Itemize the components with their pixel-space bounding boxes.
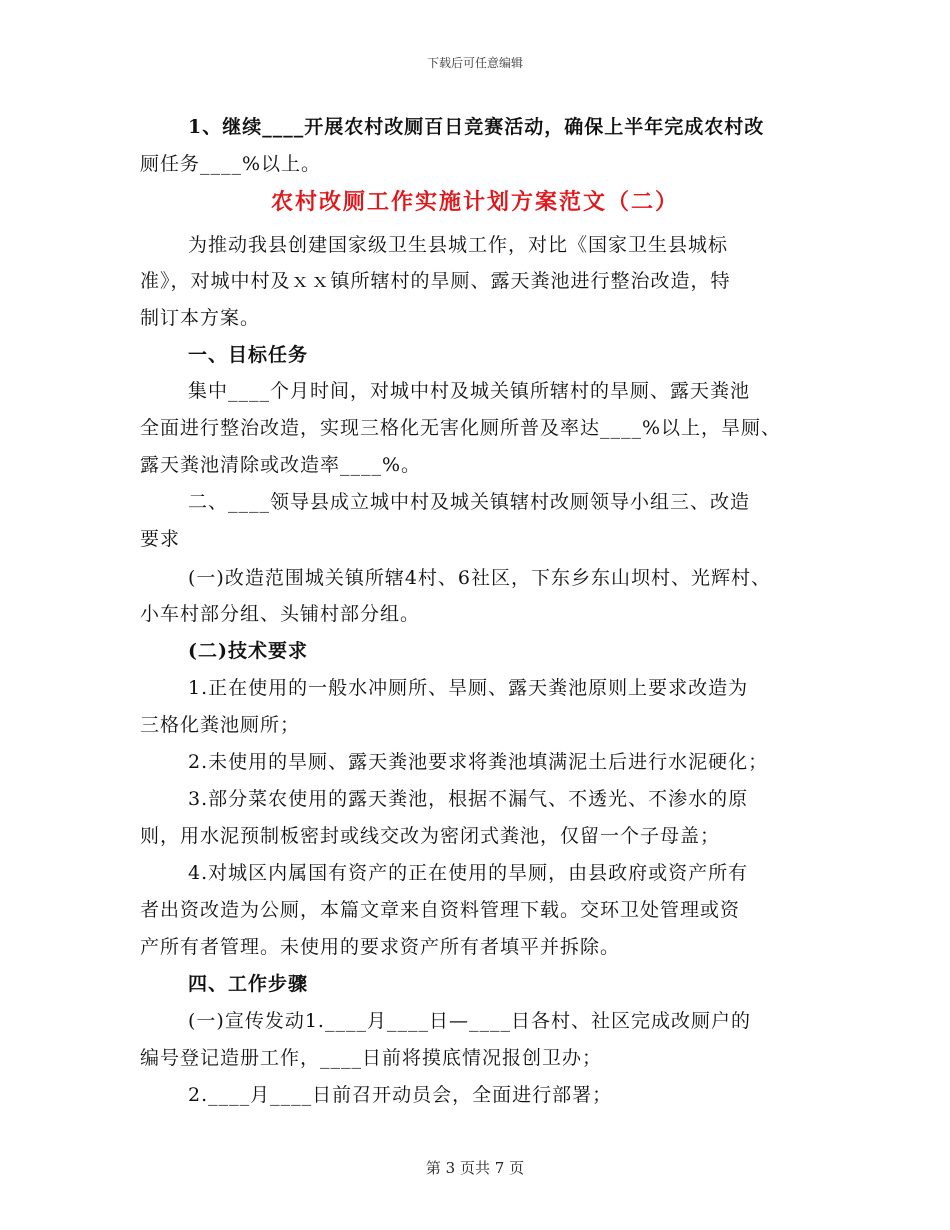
- body-line: 编号登记造册工作，____日前将摸底情况报创卫办；: [140, 1047, 603, 1069]
- body-line: 1、继续____开展农村改厕百日竞赛活动，确保上半年完成农村改: [188, 116, 765, 138]
- body-line: 2.未使用的旱厕、露天粪池要求将粪池填满泥土后进行水泥硬化；: [188, 751, 769, 773]
- body-line: 为推动我县创建国家级卫生县城工作，对比《国家卫生县城标: [188, 234, 729, 256]
- body-line: 厕任务____%以上。: [140, 153, 322, 175]
- body-line: 小车村部分组、头铺村部分组。: [140, 603, 421, 625]
- section-heading: (二)技术要求: [188, 640, 308, 662]
- body-line: 露天粪池清除或改造率____%。: [140, 454, 422, 476]
- section-heading: 四、工作步骤: [188, 973, 309, 995]
- body-line: 则，用水泥预制板密封或线交改为密闭式粪池，仅留一个子母盖；: [140, 825, 721, 847]
- body-line: 制订本方案。: [140, 307, 261, 329]
- body-line: (一)宣传发动1.____月____日—____日各村、社区完成改厕户的: [188, 1010, 751, 1032]
- body-line: 1.正在使用的一般水冲厕所、旱厕、露天粪池原则上要求改造为: [188, 677, 749, 699]
- body-line: 集中____个月时间，对城中村及城关镇所辖村的旱厕、露天粪池: [188, 380, 751, 402]
- section-heading: 一、目标任务: [188, 344, 309, 366]
- body-line: 者出资改造为公厕，本篇文章来自资料管理下载。交环卫处管理或资: [140, 899, 741, 921]
- document-title: 农村改厕工作实施计划方案范文（二）: [270, 189, 679, 215]
- body-line: 产所有者管理。未使用的要求资产所有者填平并拆除。: [140, 936, 621, 958]
- page-footer: 第 3 页共 7 页: [425, 1159, 525, 1177]
- body-line: 全面进行整治改造，实现三格化无害化厕所普及率达____%以上，旱厕、: [140, 417, 782, 439]
- body-line: 4.对城区内属国有资产的正在使用的旱厕，由县政府或资产所有: [188, 862, 749, 884]
- body-line: 二、____领导县成立城中村及城关镇辖村改厕领导小组三、改造: [188, 491, 751, 513]
- body-line: 准》，对城中村及ｘｘ镇所辖村的旱厕、露天粪池进行整治改造，特: [140, 270, 731, 292]
- body-line: (一)改造范围城关镇所辖4村、6社区，下东乡东山坝村、光辉村、: [188, 567, 772, 589]
- body-line: 2.____月____日前召开动员会，全面进行部署；: [188, 1084, 613, 1106]
- page-header: 下载后可任意编辑: [426, 56, 523, 70]
- body-line: 三格化粪池厕所；: [140, 714, 301, 736]
- body-line: 3.部分菜农使用的露天粪池，根据不漏气、不透光、不渗水的原: [188, 788, 749, 810]
- body-line: 要求: [140, 528, 181, 550]
